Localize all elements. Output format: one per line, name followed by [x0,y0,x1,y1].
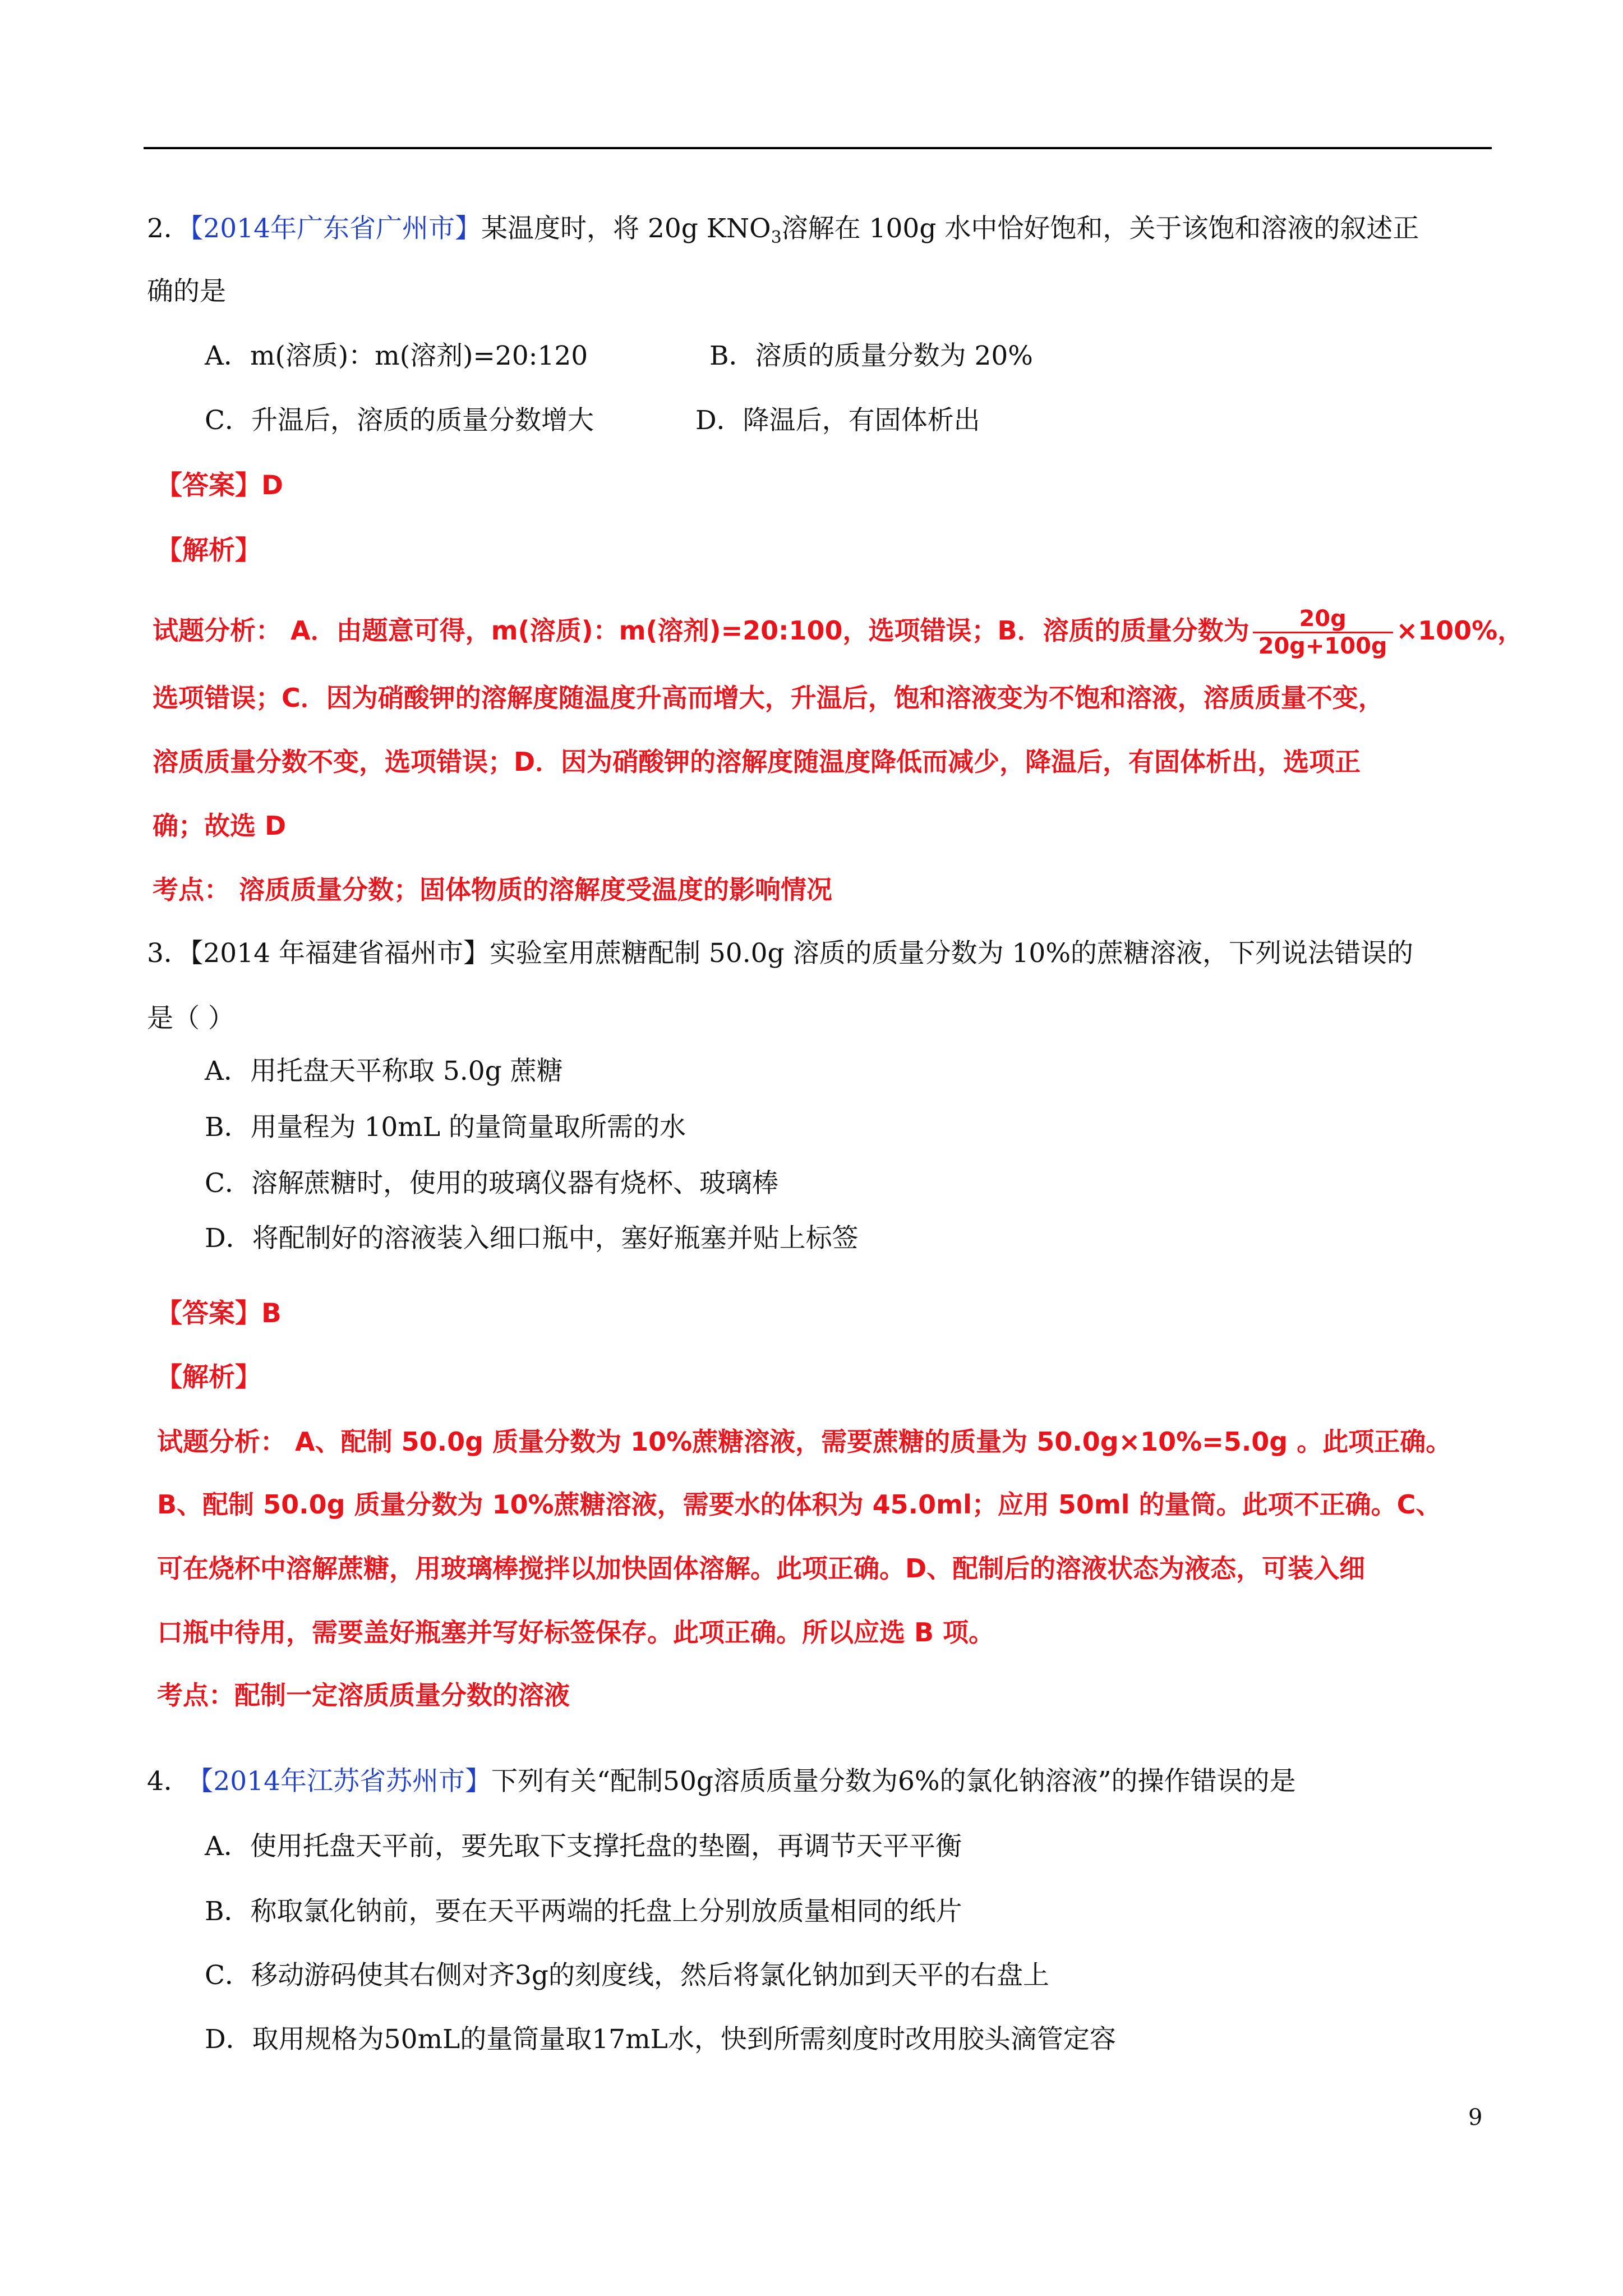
q3-option-a: A．用托盘天平称取 5.0g 蔗糖 [205,1056,563,1087]
q2-source: 【2014年广东省广州市】 [190,213,482,244]
q2-analysis-line2: 选项错误；C．因为硝酸钾的溶解度随温度升高而增大，升温后，饱和溶液变为不饱和溶液，溶质质量不变， [153,683,1384,713]
q4-option-b: B．称取氯化钠前，要在天平两端的托盘上分别放质量相同的纸片 [205,1896,962,1927]
q3-stem-line1: 3．【2014 年福建省福州市】实验室用蔗糖配制 50.0g 溶质的质量分数为 10%的蔗糖溶液，下列说法错误的 [147,938,1413,969]
q4-option-d: D．取用规格为50mL的量筒量取17mL水，快到所需刻度时改用胶头滴管定容 [205,2024,1116,2055]
q2-analysis-line1: 试题分析： A．由题意可得，m(溶质)：m(溶剂)=20:100，选项错误；B．溶质的质量分数为 $\frac{20g}{20g+100g}$ ×100%， [153,606,1524,659]
q3-option-d: D．将配制好的溶液装入细口瓶中，塞好瓶塞并贴上标签 [205,1223,859,1254]
q2-number: 2． [147,213,190,244]
q4-stem: 4． 【2014年江苏省苏州市】下列有关“配制50g溶质质量分数为6%的氯化钠溶液”的操作错误的是 [147,1766,1296,1797]
q2-option-a: A．m(溶质)：m(溶剂)=20:120 [205,341,588,371]
q3-option-c: C．溶解蔗糖时，使用的玻璃仪器有烧杯、玻璃棒 [205,1168,778,1199]
page-number: 9 [1468,2105,1483,2131]
q2-option-d: D．降温后，有固体析出 [695,405,980,436]
header-rule [144,147,1492,149]
q4-option-c: C．移动游码使其右侧对齐3g的刻度线，然后将氯化钠加到天平的右盘上 [205,1960,1049,1991]
q2-stem-line1: 2．【2014年广东省广州市】某温度时，将 20g $KNO_3$溶解在 100g 水中恰好饱和，关于该饱和溶液的叙述正 [147,213,1419,247]
q3-option-b: B．用量程为 10mL 的量筒量取所需的水 [205,1112,686,1143]
q3-analysis-line1: 试题分析： A、配制 50.0g 质量分数为 10%蔗糖溶液，需要蔗糖的质量为 50.0g×10%=5.0g 。此项正确。 [157,1427,1452,1457]
q4-option-a: A．使用托盘天平前，要先取下支撑托盘的垫圈，再调节天平平衡 [205,1831,962,1862]
q3-stem-line2: 是（ ） [147,1003,234,1034]
q4-source: 【2014年江苏省苏州市】 [200,1766,492,1797]
q3-analysis-line3: 可在烧杯中溶解蔗糖，用玻璃棒搅拌以加快固体溶解。此项正确。D、配制后的溶液状态为液态，可装入细 [157,1553,1366,1584]
q4-number: 4． [147,1766,190,1797]
q3-kaodian: 考点：配制一定溶质质量分数的溶液 [157,1680,570,1710]
q2-stem-line2: 确的是 [147,276,226,307]
q3-analysis-label: 【解析】 [156,1362,261,1393]
q2-analysis-line3: 溶质质量分数不变，选项错误；D．因为硝酸钾的溶解度随温度降低而减少，降温后，有固体析出，选项正 [153,747,1361,777]
q2-answer: 【答案】D [156,470,284,501]
q2-analysis-label: 【解析】 [156,535,261,566]
q2-option-c: C．升温后，溶质的质量分数增大 [205,405,594,436]
q3-answer: 【答案】B [156,1298,282,1329]
q3-analysis-line2: B、配制 50.0g 质量分数为 10%蔗糖溶液，需要水的体积为 45.0ml；应用 50ml 的量筒。此项不正确。C、 [157,1489,1442,1520]
q2-analysis-line4: 确；故选 D [153,811,287,841]
q2-option-b: B．溶质的质量分数为 20% [709,341,1033,371]
q2-fraction: $\frac{20g}{20g+100g}$ [1253,606,1393,659]
q3-analysis-line4: 口瓶中待用，需要盖好瓶塞并写好标签保存。此项正确。所以应选 B 项。 [157,1617,995,1648]
q2-kaodian: 考点： 溶质质量分数；固体物质的溶解度受温度的影响情况 [153,875,833,905]
